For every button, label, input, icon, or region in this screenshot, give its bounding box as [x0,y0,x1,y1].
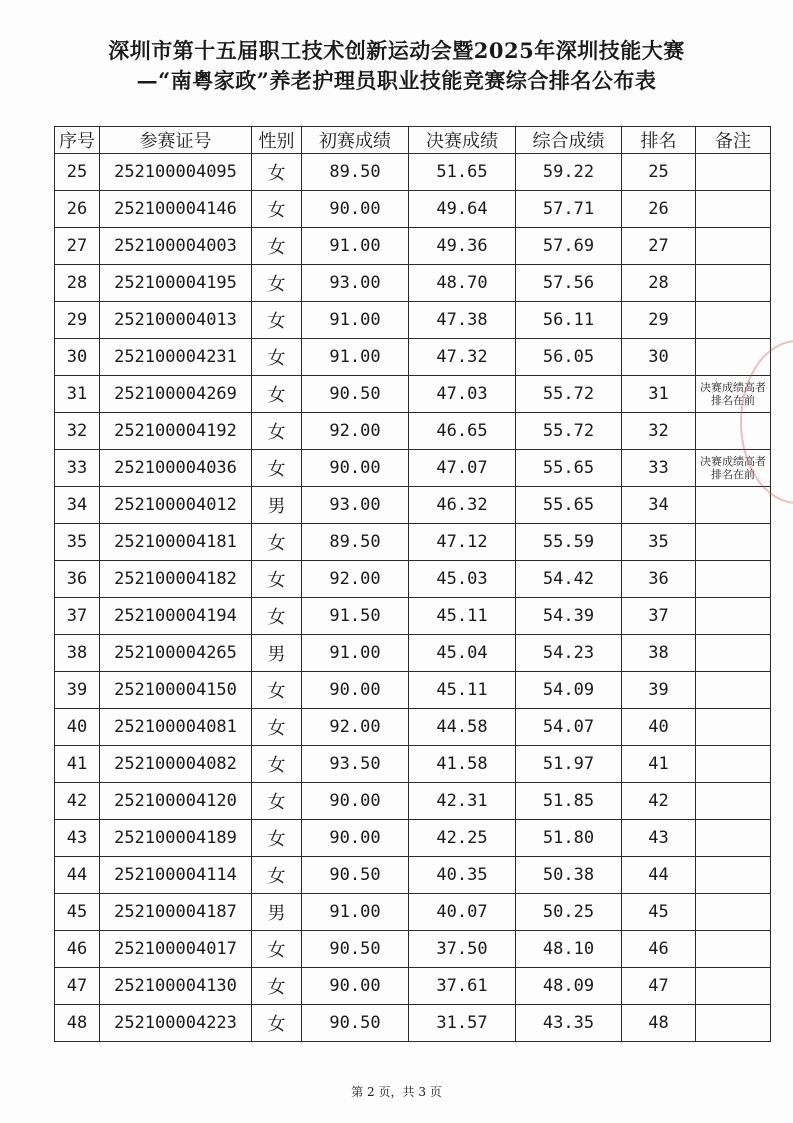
id-cell: 252100004223 [100,1005,252,1042]
prelim-cell: 89.50 [302,524,409,561]
id-cell: 252100004189 [100,820,252,857]
table-row [55,783,771,820]
prelim-cell: 90.50 [302,1005,409,1042]
note-cell [696,672,771,709]
rank-cell: 26 [622,191,696,228]
total-cell: 48.10 [516,931,622,968]
seq-cell: 41 [55,746,100,783]
seq-cell: 31 [55,376,100,413]
final-cell: 42.25 [409,820,516,857]
rank-cell: 34 [622,487,696,524]
seq-cell: 26 [55,191,100,228]
header-final: 决赛成绩 [409,127,516,154]
gender-cell: 女 [252,561,302,598]
note-cell [696,598,771,635]
id-cell: 252100004150 [100,672,252,709]
id-cell: 252100004194 [100,598,252,635]
prelim-cell: 90.00 [302,968,409,1005]
total-cell: 54.09 [516,672,622,709]
table-row [55,746,771,783]
rank-cell: 45 [622,894,696,931]
prelim-cell: 90.00 [302,450,409,487]
final-cell: 37.50 [409,931,516,968]
header-total: 综合成绩 [516,127,622,154]
table-row [55,857,771,894]
seq-cell: 48 [55,1005,100,1042]
gender-cell: 男 [252,487,302,524]
rank-cell: 35 [622,524,696,561]
note-cell [696,228,771,265]
total-cell: 54.42 [516,561,622,598]
table-row [55,154,771,191]
table-row [55,672,771,709]
gender-cell: 女 [252,931,302,968]
final-cell: 45.11 [409,598,516,635]
final-cell: 37.61 [409,968,516,1005]
gender-cell: 女 [252,154,302,191]
prelim-cell: 93.00 [302,265,409,302]
prelim-cell: 90.00 [302,820,409,857]
prelim-cell: 90.50 [302,931,409,968]
rank-cell: 25 [622,154,696,191]
seq-cell: 46 [55,931,100,968]
total-cell: 48.09 [516,968,622,1005]
id-cell: 252100004095 [100,154,252,191]
total-cell: 59.22 [516,154,622,191]
gender-cell: 女 [252,191,302,228]
prelim-cell: 89.50 [302,154,409,191]
prelim-cell: 93.00 [302,487,409,524]
total-cell: 50.25 [516,894,622,931]
final-cell: 49.64 [409,191,516,228]
total-cell: 56.05 [516,339,622,376]
note-cell [696,783,771,820]
note-cell [696,746,771,783]
final-cell: 47.12 [409,524,516,561]
table-row [55,302,771,339]
seq-cell: 25 [55,154,100,191]
prelim-cell: 91.00 [302,635,409,672]
gender-cell: 女 [252,265,302,302]
gender-cell: 男 [252,635,302,672]
seq-cell: 42 [55,783,100,820]
total-cell: 57.71 [516,191,622,228]
final-cell: 51.65 [409,154,516,191]
rank-cell: 37 [622,598,696,635]
total-cell: 55.65 [516,450,622,487]
prelim-cell: 91.00 [302,302,409,339]
prelim-cell: 93.50 [302,746,409,783]
total-cell: 43.35 [516,1005,622,1042]
rank-cell: 33 [622,450,696,487]
total-cell: 55.65 [516,487,622,524]
note-cell [696,894,771,931]
seq-cell: 29 [55,302,100,339]
note-cell [696,857,771,894]
table-row [55,524,771,561]
final-cell: 48.70 [409,265,516,302]
table-row [55,598,771,635]
gender-cell: 女 [252,302,302,339]
seq-cell: 37 [55,598,100,635]
rank-cell: 46 [622,931,696,968]
total-cell: 51.80 [516,820,622,857]
seq-cell: 47 [55,968,100,1005]
seq-cell: 30 [55,339,100,376]
gender-cell: 女 [252,857,302,894]
seq-cell: 38 [55,635,100,672]
total-cell: 54.23 [516,635,622,672]
final-cell: 44.58 [409,709,516,746]
gender-cell: 女 [252,746,302,783]
final-cell: 47.38 [409,302,516,339]
prelim-cell: 90.50 [302,376,409,413]
final-cell: 40.07 [409,894,516,931]
id-cell: 252100004187 [100,894,252,931]
id-cell: 252100004265 [100,635,252,672]
table-row [55,709,771,746]
id-cell: 252100004120 [100,783,252,820]
id-cell: 252100004013 [100,302,252,339]
seq-cell: 34 [55,487,100,524]
seq-cell: 32 [55,413,100,450]
total-cell: 56.11 [516,302,622,339]
table-row [55,376,771,413]
id-cell: 252100004192 [100,413,252,450]
note-cell: 决赛成绩高者排名在前 [696,376,771,413]
rank-cell: 44 [622,857,696,894]
seq-cell: 39 [55,672,100,709]
note-cell [696,820,771,857]
table-row [55,191,771,228]
table-row [55,931,771,968]
table-row [55,968,771,1005]
final-cell: 47.07 [409,450,516,487]
note-cell [696,487,771,524]
gender-cell: 女 [252,598,302,635]
page-footer: 第 2 页，共 3 页 [351,1085,442,1099]
prelim-cell: 90.50 [302,857,409,894]
final-cell: 42.31 [409,783,516,820]
rank-cell: 41 [622,746,696,783]
note-cell [696,931,771,968]
table-row [55,450,771,487]
seq-cell: 45 [55,894,100,931]
prelim-cell: 91.00 [302,228,409,265]
final-cell: 46.65 [409,413,516,450]
prelim-cell: 90.00 [302,191,409,228]
header-prelim: 初赛成绩 [302,127,409,154]
total-cell: 51.85 [516,783,622,820]
rank-cell: 43 [622,820,696,857]
rank-cell: 47 [622,968,696,1005]
final-cell: 49.36 [409,228,516,265]
total-cell: 55.59 [516,524,622,561]
rank-cell: 31 [622,376,696,413]
id-cell: 252100004082 [100,746,252,783]
seq-cell: 43 [55,820,100,857]
rank-cell: 38 [622,635,696,672]
header-gender: 性别 [252,127,302,154]
header-seq: 序号 [55,127,100,154]
prelim-cell: 92.00 [302,413,409,450]
total-cell: 54.07 [516,709,622,746]
table-header-row [55,127,771,154]
id-cell: 252100004181 [100,524,252,561]
note-cell [696,524,771,561]
table-row [55,265,771,302]
seq-cell: 33 [55,450,100,487]
id-cell: 252100004146 [100,191,252,228]
id-cell: 252100004012 [100,487,252,524]
final-cell: 45.11 [409,672,516,709]
id-cell: 252100004269 [100,376,252,413]
gender-cell: 女 [252,672,302,709]
seq-cell: 28 [55,265,100,302]
id-cell: 252100004114 [100,857,252,894]
rank-cell: 30 [622,339,696,376]
header-rank: 排名 [622,127,696,154]
seq-cell: 44 [55,857,100,894]
prelim-cell: 90.00 [302,783,409,820]
seq-cell: 36 [55,561,100,598]
total-cell: 54.39 [516,598,622,635]
table-row [55,413,771,450]
final-cell: 41.58 [409,746,516,783]
table-row [55,339,771,376]
final-cell: 46.32 [409,487,516,524]
gender-cell: 男 [252,894,302,931]
total-cell: 57.69 [516,228,622,265]
total-cell: 51.97 [516,746,622,783]
prelim-cell: 91.50 [302,598,409,635]
final-cell: 45.04 [409,635,516,672]
total-cell: 55.72 [516,376,622,413]
table-row [55,1005,771,1042]
rank-cell: 32 [622,413,696,450]
final-cell: 40.35 [409,857,516,894]
id-cell: 252100004182 [100,561,252,598]
id-cell: 252100004195 [100,265,252,302]
id-cell: 252100004130 [100,968,252,1005]
page-subtitle: —“南粤家政”养老护理员职业技能竞赛综合排名公布表 [136,68,657,93]
gender-cell: 女 [252,524,302,561]
rank-cell: 29 [622,302,696,339]
id-cell: 252100004003 [100,228,252,265]
seq-cell: 27 [55,228,100,265]
header-id: 参赛证号 [100,127,252,154]
rank-cell: 48 [622,1005,696,1042]
note-cell [696,265,771,302]
final-cell: 45.03 [409,561,516,598]
gender-cell: 女 [252,1005,302,1042]
gender-cell: 女 [252,783,302,820]
total-cell: 57.56 [516,265,622,302]
final-cell: 47.03 [409,376,516,413]
id-cell: 252100004036 [100,450,252,487]
note-cell: 决赛成绩高者排名在前 [696,450,771,487]
page-title: 深圳市第十五届职工技术创新运动会暨2025年深圳技能大赛 [108,38,685,63]
table-row [55,561,771,598]
prelim-cell: 92.00 [302,561,409,598]
rank-cell: 42 [622,783,696,820]
table-row [55,820,771,857]
note-cell [696,302,771,339]
gender-cell: 女 [252,450,302,487]
table-row [55,635,771,672]
gender-cell: 女 [252,709,302,746]
note-cell [696,154,771,191]
rank-cell: 27 [622,228,696,265]
id-cell: 252100004231 [100,339,252,376]
note-cell [696,968,771,1005]
table-row [55,228,771,265]
note-cell [696,1005,771,1042]
gender-cell: 女 [252,228,302,265]
gender-cell: 女 [252,339,302,376]
rank-cell: 40 [622,709,696,746]
table-row [55,487,771,524]
prelim-cell: 92.00 [302,709,409,746]
id-cell: 252100004081 [100,709,252,746]
gender-cell: 女 [252,413,302,450]
gender-cell: 女 [252,820,302,857]
final-cell: 47.32 [409,339,516,376]
table-row [55,894,771,931]
seq-cell: 35 [55,524,100,561]
rank-cell: 36 [622,561,696,598]
seq-cell: 40 [55,709,100,746]
gender-cell: 女 [252,968,302,1005]
note-cell [696,191,771,228]
gender-cell: 女 [252,376,302,413]
prelim-cell: 90.00 [302,672,409,709]
note-cell [696,561,771,598]
total-cell: 55.72 [516,413,622,450]
rank-cell: 39 [622,672,696,709]
ranking-table [54,126,771,1042]
final-cell: 31.57 [409,1005,516,1042]
total-cell: 50.38 [516,857,622,894]
prelim-cell: 91.00 [302,894,409,931]
id-cell: 252100004017 [100,931,252,968]
note-cell [696,709,771,746]
prelim-cell: 91.00 [302,339,409,376]
rank-cell: 28 [622,265,696,302]
note-cell [696,635,771,672]
header-note: 备注 [696,127,771,154]
